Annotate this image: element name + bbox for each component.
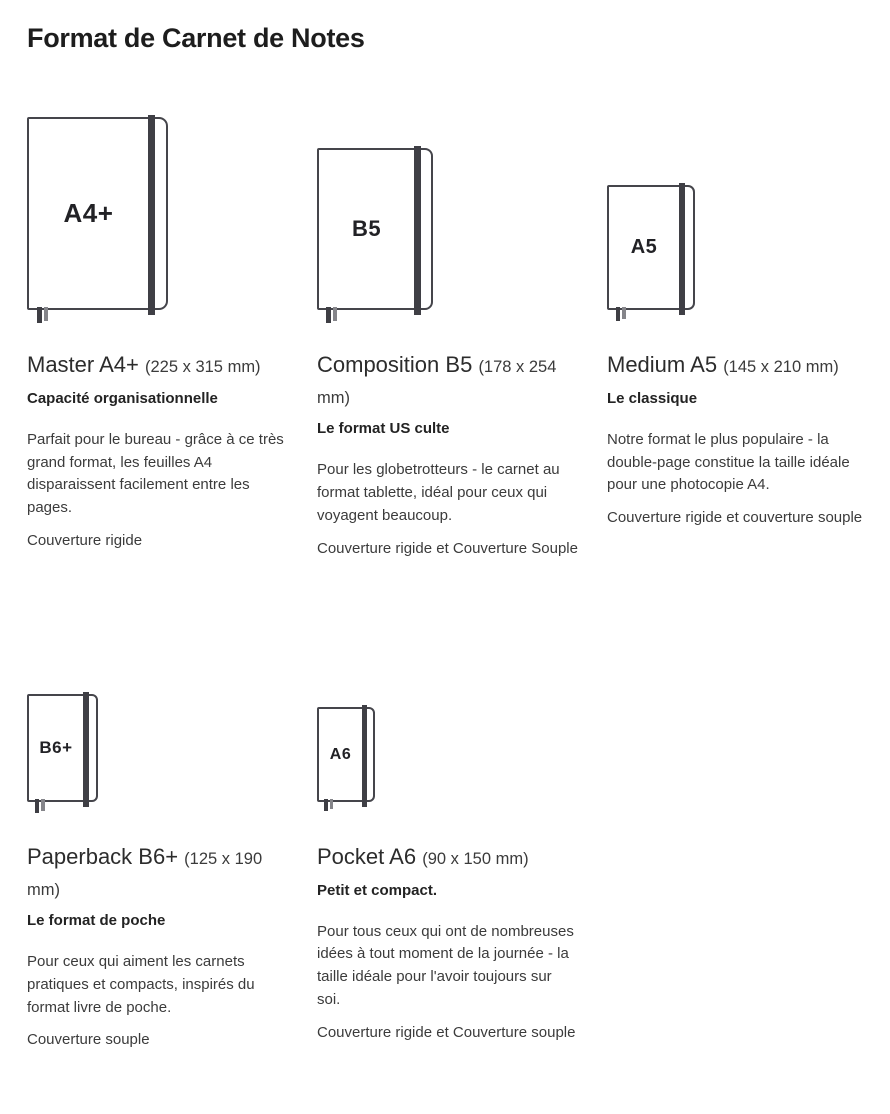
format-tagline: Le format US culte — [317, 420, 450, 438]
card-medium-a5 — [607, 108, 869, 530]
notebook-a6-illustration — [317, 707, 375, 802]
notebook-size-label: B5 — [351, 216, 382, 242]
bookmark-ribbon-light-icon — [333, 307, 337, 321]
format-title — [317, 842, 579, 872]
formats-grid-row-2 — [27, 690, 863, 1052]
bookmark-ribbon-light-icon — [622, 307, 626, 319]
format-dimensions: (90 x 150 mm) — [422, 850, 529, 869]
page-title: Format de Carnet de Notes — [27, 23, 365, 53]
format-description: Notre format le plus populaire - la double-page constitue la taille idéale pour une photocopie A4. — [607, 430, 850, 494]
format-tagline: Le format de poche — [27, 912, 166, 930]
bookmark-ribbon-dark-icon — [326, 307, 331, 323]
format-description: Pour les globetrotteurs - le carnet au format tablette, idéal pour ceux qui voyagent beaucoup. — [317, 461, 560, 524]
notebook-b6plus-illustration — [27, 694, 98, 802]
format-tagline: Petit et compact. — [317, 881, 438, 899]
elastic-band-icon — [83, 692, 89, 807]
notebook-cover-face — [319, 709, 362, 800]
notebook-illustration-area — [27, 690, 289, 820]
format-title — [27, 350, 289, 380]
format-name: Paperback B6+ — [27, 844, 179, 870]
format-covers: Couverture souple — [27, 1031, 150, 1049]
elastic-band-icon — [414, 146, 421, 315]
format-covers: Couverture rigide — [27, 531, 143, 549]
bookmark-ribbon-light-icon — [330, 799, 333, 809]
elastic-band-icon — [362, 705, 367, 807]
notebook-cover-face — [609, 187, 679, 308]
format-name: Pocket A6 — [317, 844, 417, 870]
format-description: Pour tous ceux qui ont de nombreuses idées à tout moment de la journée - la taille idéale pour l'avoir toujours sur soi. — [317, 922, 574, 1009]
notebook-size-label: A6 — [329, 745, 352, 763]
format-dimensions: (225 x 315 mm) — [145, 358, 261, 377]
notebook-b5-illustration — [317, 148, 433, 310]
notebook-size-label: A5 — [630, 236, 658, 259]
bookmark-ribbon-light-icon — [44, 307, 48, 321]
bookmark-ribbon-dark-icon — [37, 307, 42, 323]
format-dimensions: (178 x 254 mm) — [317, 358, 557, 407]
bookmark-ribbon-dark-icon — [324, 799, 328, 811]
notebook-size-label: A4+ — [63, 198, 114, 229]
format-title — [317, 350, 579, 411]
format-name: Master A4+ — [27, 352, 139, 378]
notebook-cover-face — [29, 119, 148, 308]
format-dimensions: (125 x 190 mm) — [27, 850, 263, 899]
format-description: Pour ceux qui aiment les carnets pratiques et compacts, inspirés du format livre de poche. — [27, 953, 255, 1016]
notebook-illustration-area — [607, 108, 869, 328]
notebook-a5-illustration — [607, 185, 695, 310]
format-covers: Couverture rigide et couverture souple — [607, 509, 863, 527]
format-dimensions: (145 x 210 mm) — [723, 358, 839, 377]
bookmark-ribbon-dark-icon — [616, 307, 620, 321]
notebook-illustration-area — [317, 108, 579, 328]
format-title — [607, 350, 869, 380]
elastic-band-icon — [148, 115, 155, 315]
notebook-illustration-area — [27, 108, 289, 328]
format-covers: Couverture rigide et Couverture Souple — [317, 539, 578, 557]
card-pocket-a6 — [317, 690, 579, 1044]
card-master-a4plus — [27, 108, 289, 552]
notebook-illustration-area — [317, 690, 579, 820]
card-composition-b5 — [317, 108, 579, 560]
bookmark-ribbon-dark-icon — [35, 799, 39, 813]
format-description: Parfait pour le bureau - grâce à ce très grand format, les feuilles A4 disparaissent facilement entre les pages. — [27, 430, 284, 517]
format-tagline: Capacité organisationnelle — [27, 389, 218, 407]
format-covers: Couverture rigide et Couverture souple — [317, 1023, 576, 1041]
format-name: Medium A5 — [607, 352, 718, 378]
elastic-band-icon — [679, 183, 685, 315]
formats-grid-row-1 — [27, 108, 863, 560]
notebook-cover-face — [29, 696, 83, 800]
format-name: Composition B5 — [317, 352, 473, 378]
notebook-cover-face — [319, 150, 414, 308]
format-tagline: Le classique — [607, 389, 698, 407]
format-title — [27, 842, 289, 903]
notebook-a4plus-illustration — [27, 117, 168, 310]
bookmark-ribbon-light-icon — [41, 799, 45, 811]
card-paperback-b6plus — [27, 690, 289, 1052]
notebook-size-label: B6+ — [39, 738, 73, 758]
